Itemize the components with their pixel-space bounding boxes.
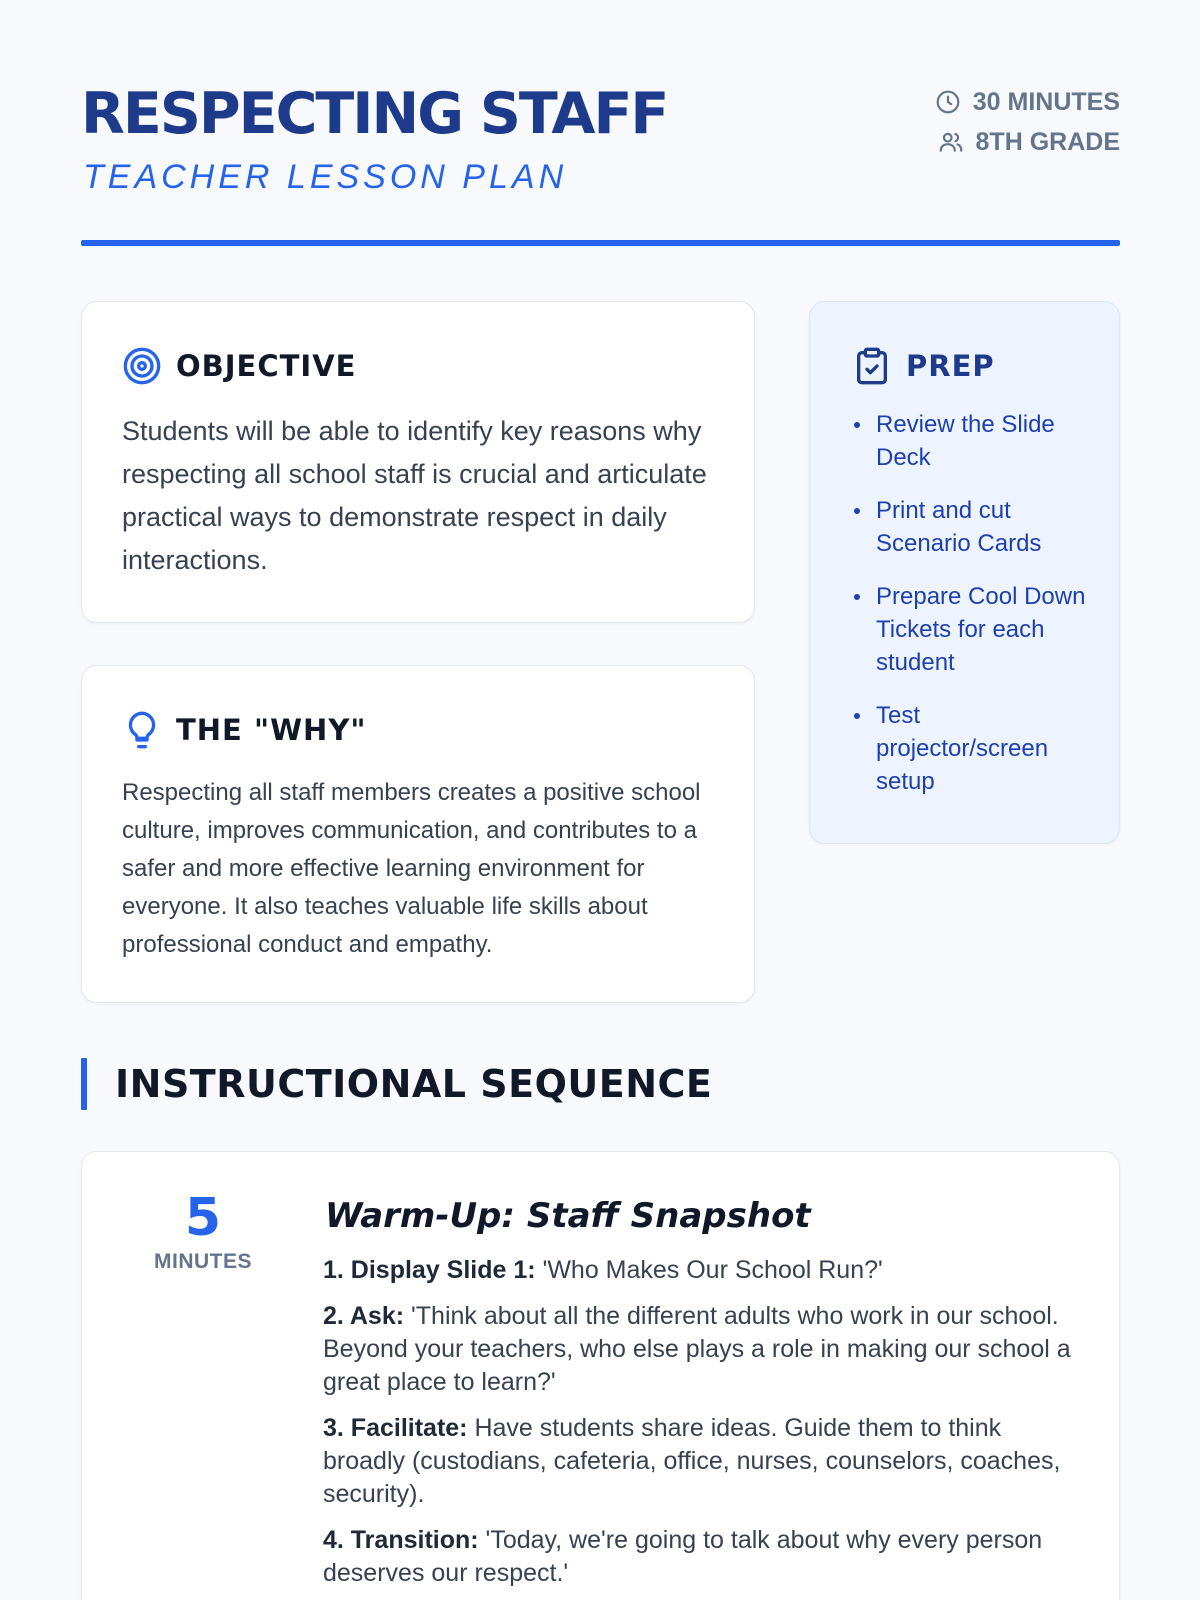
clipboard-check-icon — [852, 346, 892, 386]
sequence-header — [81, 1058, 712, 1110]
objective-title: OBJECTIVE — [176, 349, 357, 383]
instruction-text: 'Today, we're going to talk about why every person deserves our respect.' — [323, 1526, 1043, 1587]
grade-meta — [935, 122, 1120, 162]
why-title: THE "WHY" — [176, 713, 367, 747]
page-header — [81, 80, 1120, 250]
instruction-label: 3. Facilitate: — [323, 1414, 468, 1442]
step-duration — [138, 1188, 268, 1274]
instruction-text: 'Who Makes Our School Run?' — [535, 1256, 883, 1284]
duration-unit: MINUTES — [154, 1250, 252, 1273]
prep-title: PREP — [906, 349, 995, 383]
duration-number: 5 — [184, 1188, 222, 1248]
page-title: RESPECTING STAFF — [81, 81, 668, 147]
instruction-label: 2. Ask: — [323, 1302, 405, 1330]
instruction-item — [323, 1524, 1083, 1590]
instruction-label: 1. Display Slide 1: — [323, 1256, 536, 1284]
why-text: Respecting all staff members creates a positive school culture, improves communication, and contributes to a safer and more effective learning environment for everyone. It also teaches valuable life skills about professional conduct and empathy. — [122, 779, 701, 958]
objective-card — [81, 301, 755, 623]
page-subtitle: TEACHER LESSON PLAN — [83, 158, 568, 196]
why-card — [81, 665, 755, 1003]
clock-icon — [935, 89, 961, 115]
objective-text: Students will be able to identify key reasons why respecting all school staff is crucial and articulate practical ways to demonstrate respect in daily interactions. — [122, 416, 707, 575]
grade-label: 8TH GRADE — [975, 127, 1120, 156]
duration-meta — [935, 82, 1120, 122]
objective-header — [122, 346, 356, 386]
instruction-item — [323, 1300, 1083, 1399]
prep-card — [809, 301, 1120, 844]
instruction-item — [323, 1254, 1083, 1287]
lesson-plan-page — [81, 0, 1120, 1600]
target-icon — [122, 346, 162, 386]
step-title: Warm-Up: Staff Snapshot — [325, 1196, 811, 1236]
lesson-meta — [935, 82, 1120, 162]
step-instructions — [323, 1254, 1083, 1600]
users-icon — [938, 129, 964, 155]
section-accent-bar — [81, 1058, 87, 1110]
prep-item: Test projector/screen setup — [852, 699, 1092, 798]
duration-label: 30 MINUTES — [972, 87, 1120, 116]
sequence-title: INSTRUCTIONAL SEQUENCE — [115, 1062, 713, 1106]
instruction-label: 4. Transition: — [323, 1526, 479, 1554]
sequence-step-card — [81, 1151, 1120, 1600]
header-divider — [81, 240, 1120, 246]
prep-item: Print and cut Scenario Cards — [852, 494, 1092, 560]
instruction-text: 'Think about all the different adults who work in our school. Beyond your teachers, who else plays a role in making our school a great place to learn?' — [323, 1302, 1071, 1396]
why-header — [122, 710, 366, 750]
instruction-item — [323, 1412, 1083, 1511]
prep-list — [852, 408, 1092, 818]
lightbulb-icon — [122, 710, 162, 750]
instruction-text: Have students share ideas. Guide them to think broadly (custodians, cafeteria, office, nurses, counselors, coaches, security). — [323, 1414, 1061, 1508]
prep-header — [852, 346, 995, 386]
prep-item: Prepare Cool Down Tickets for each student — [852, 580, 1092, 679]
prep-item: Review the Slide Deck — [852, 408, 1092, 474]
